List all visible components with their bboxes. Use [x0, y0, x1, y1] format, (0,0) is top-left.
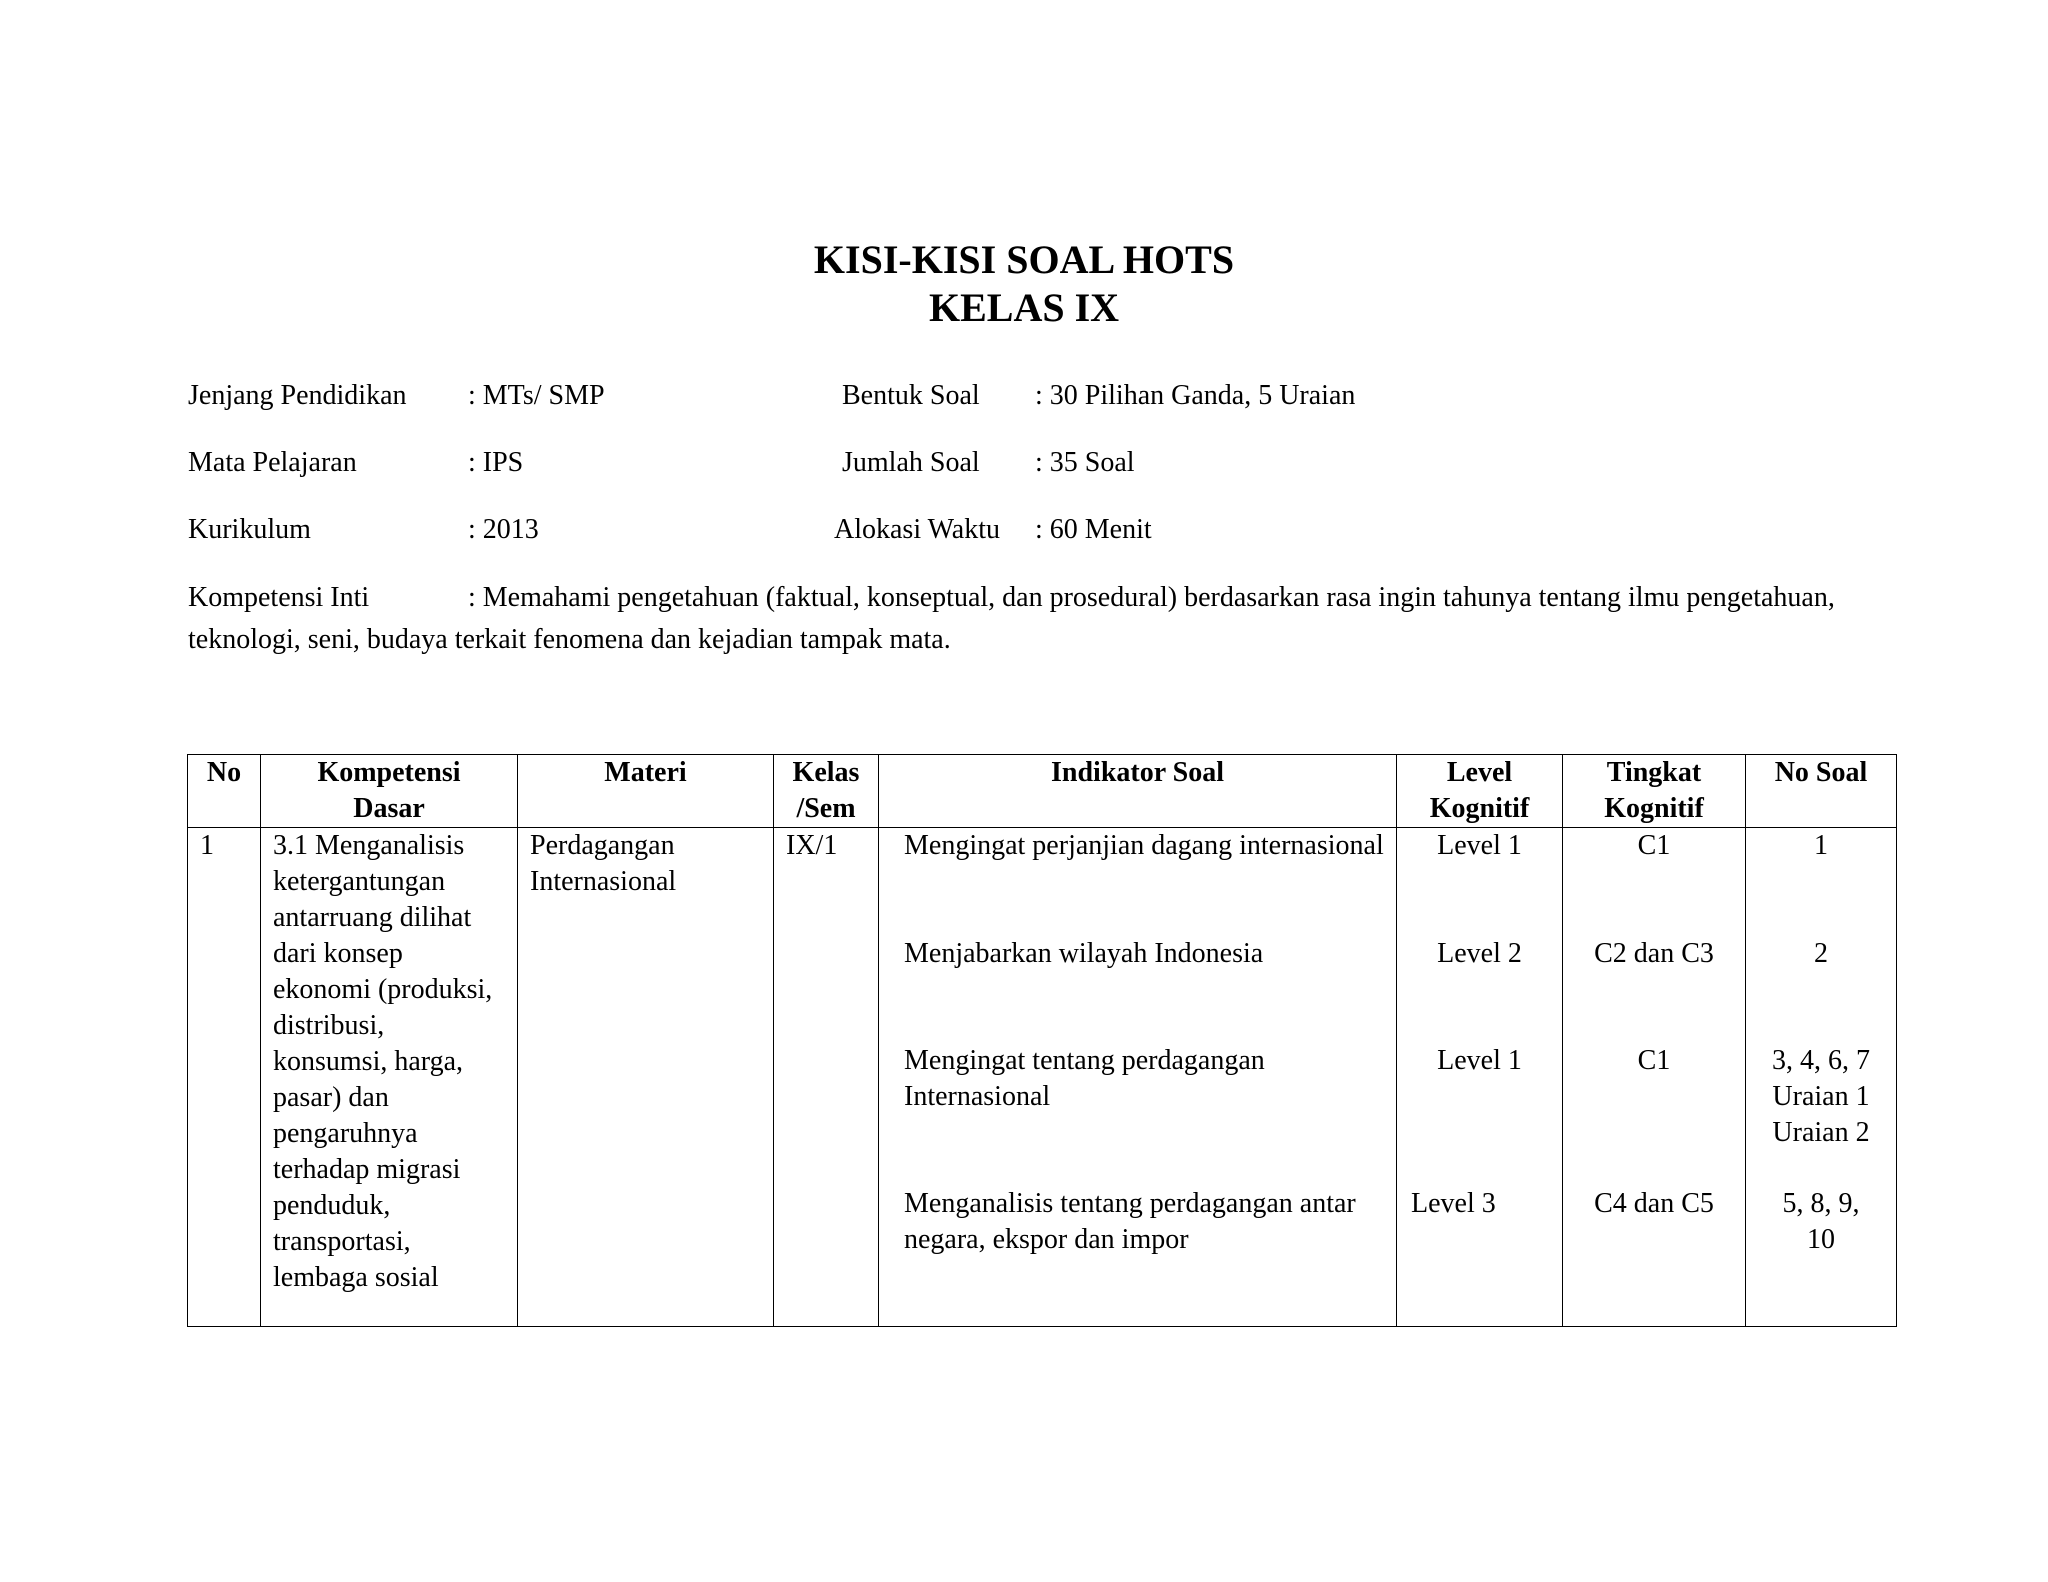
tingkat-item: C4 dan C5: [1594, 1188, 1714, 1219]
header-kompetensi-dasar: Kompetensi Dasar: [261, 755, 518, 828]
cell-kompetensi-dasar: 3.1 Menganalisis ketergantungan antarruang dilihat dari konsep ekonomi (produksi, distribusi, konsumsi, harga, pasar) dan pengaruhnya terhadap migrasi penduduk, transportasi, lembaga sosial: [261, 828, 518, 1327]
tingkat-item: C2 dan C3: [1594, 938, 1714, 969]
header-level-kognitif: Level Kognitif: [1397, 755, 1563, 828]
document-title: KISI-KISI SOAL HOTS: [813, 237, 1235, 282]
jenjang-label: Jenjang Pendidikan: [188, 380, 407, 411]
mapel-label: Mata Pelajaran: [188, 447, 357, 478]
jumlah-soal-value: : 35 Soal: [1035, 447, 1135, 478]
header-tingkat-kognitif: Tingkat Kognitif: [1563, 755, 1746, 828]
kisi-kisi-table: [187, 754, 1897, 1327]
kompetensi-inti: [188, 577, 1888, 661]
level-item: Level 1: [1437, 1045, 1522, 1076]
cell-no-soal: [1746, 828, 1897, 1327]
cell-indikator: [879, 828, 1397, 1327]
level-item: Level 1: [1437, 830, 1522, 861]
nosoal-item: 2: [1814, 938, 1828, 969]
cell-tingkat-kognitif: [1563, 828, 1746, 1327]
jumlah-soal-label: Jumlah Soal: [842, 447, 980, 478]
indikator-item: Menganalisis tentang perdagangan antar negara, ekspor dan impor: [904, 1188, 1356, 1255]
header-materi: Materi: [518, 755, 774, 828]
cell-level-kognitif: [1397, 828, 1563, 1327]
document-subtitle: KELAS IX: [928, 285, 1120, 330]
header-no-soal: No Soal: [1746, 755, 1897, 828]
nosoal-item: 1: [1814, 830, 1828, 861]
indikator-item: Menjabarkan wilayah Indonesia: [904, 938, 1264, 969]
indikator-item: Mengingat tentang perdagangan Internasional: [904, 1045, 1265, 1112]
cell-materi: Perdagangan Internasional: [518, 828, 774, 1327]
nosoal-item: 5, 8, 9, 10: [1782, 1188, 1860, 1255]
table-header-row: [188, 755, 1897, 828]
ki-label: Kompetensi Inti: [188, 582, 370, 613]
bentuk-soal-value: : 30 Pilihan Ganda, 5 Uraian: [1035, 380, 1356, 411]
mapel-value: : IPS: [468, 447, 524, 478]
header-no: No: [188, 755, 261, 828]
nosoal-item: 3, 4, 6, 7 Uraian 1 Uraian 2: [1772, 1045, 1870, 1148]
header-kelas-sem: Kelas /Sem: [774, 755, 879, 828]
tingkat-item: C1: [1637, 830, 1671, 861]
table-row: [188, 828, 1897, 1327]
cell-kelas: IX/1: [774, 828, 879, 1327]
kurikulum-value: : 2013: [468, 514, 539, 545]
alokasi-waktu-value: : 60 Menit: [1035, 514, 1152, 545]
cell-no: 1: [188, 828, 261, 1327]
bentuk-soal-label: Bentuk Soal: [842, 380, 980, 411]
ki-value: : Memahami pengetahuan (faktual, konseptual, dan prosedural) berdasarkan rasa ingin tahunya tentang ilmu pengetahuan, teknologi, seni, budaya terkait fenomena dan kejadian tampak mata.: [188, 582, 1835, 655]
alokasi-waktu-label: Alokasi Waktu: [834, 514, 1000, 545]
level-item: Level 3: [1411, 1188, 1496, 1219]
level-item: Level 2: [1437, 938, 1522, 969]
tingkat-item: C1: [1637, 1045, 1671, 1076]
jenjang-value: : MTs/ SMP: [468, 380, 605, 411]
kurikulum-label: Kurikulum: [188, 514, 311, 545]
indikator-item: Mengingat perjanjian dagang internasional: [904, 830, 1384, 861]
header-indikator-soal: Indikator Soal: [879, 755, 1397, 828]
